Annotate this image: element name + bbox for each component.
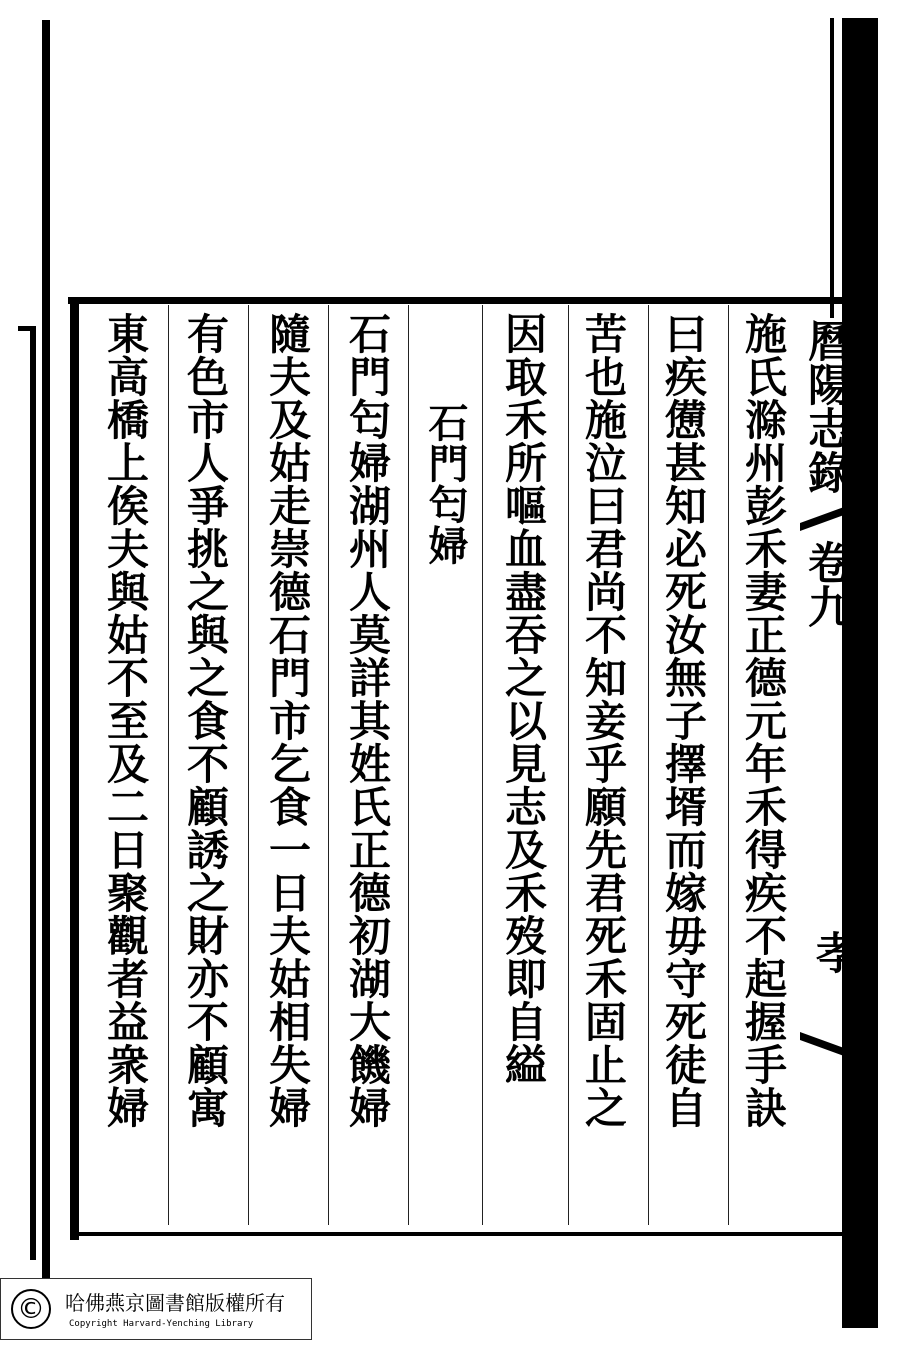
text-column-2: 曰疾憊甚知必死汝無子擇壻而嫁毋守死徒自: [659, 312, 708, 1129]
frame-top-border: [68, 297, 846, 304]
text-column-3: 苦也施泣曰君尚不知妾乎願先君死禾固止之: [579, 312, 628, 1129]
text-column-9: 東高橋上俟夫與姑不至及二日聚觀者益衆婦: [101, 312, 150, 1129]
copyright-text: 哈佛燕京圖書館版權所有: [65, 1291, 285, 1315]
left-bracket-top: [18, 326, 36, 331]
text-column-4: 因取禾所嘔血盡吞之以見志及禾歿即自縊: [499, 312, 548, 1086]
text-column-1: 施氏滁州彭禾妻正德元年禾得疾不起握手訣: [739, 312, 788, 1129]
copyright-icon: ©: [11, 1289, 51, 1329]
column-rule: [568, 305, 569, 1225]
column-rule: [168, 305, 169, 1225]
fishtail-mark-bottom: [800, 1032, 844, 1056]
column-rule: [248, 305, 249, 1225]
section-title: 石門匄婦: [422, 402, 469, 566]
text-column-8: 有色市人爭挑之與之食不顧誘之財亦不顧寓: [181, 312, 230, 1129]
column-rule: [648, 305, 649, 1225]
margin-volume: 卷九: [800, 540, 851, 628]
margin-mark: 孝: [808, 930, 859, 974]
right-edge-line: [830, 18, 834, 318]
copyright-stamp: [0, 1278, 312, 1340]
text-column-6: 石門匄婦湖州人莫詳其姓氏正德初湖大饑婦: [343, 312, 392, 1129]
text-column-7: 隨夫及姑走崇德石門市乞食一日夫姑相失婦: [263, 312, 312, 1129]
column-rule: [728, 305, 729, 1225]
column-rule: [328, 305, 329, 1225]
column-rule: [482, 305, 483, 1225]
frame-left-border: [70, 300, 79, 1240]
left-bracket-vertical: [30, 330, 36, 1260]
margin-title: 曆陽志錄: [800, 318, 851, 494]
column-rule: [408, 305, 409, 1225]
right-edge-strip: [842, 18, 878, 1328]
fishtail-mark-top: [800, 507, 844, 531]
left-border-line: [42, 20, 50, 1280]
copyright-subtext: Copyright Harvard-Yenching Library: [69, 1319, 254, 1329]
